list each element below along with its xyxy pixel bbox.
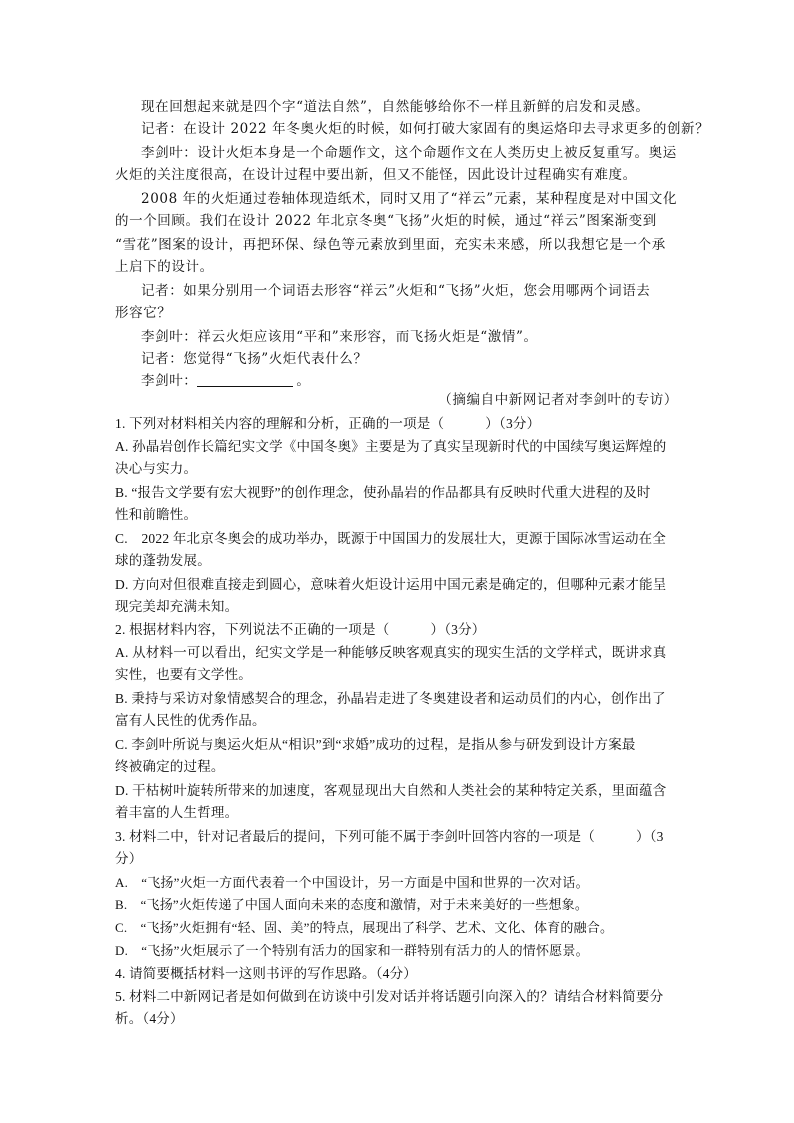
answer-label: 李剑叶： [141,373,198,389]
question-stem: 4. 请简要概括材料一这则书评的写作思路。（4分） [115,966,417,981]
option: A. “飞扬”火炬一方面代表着一个中国设计，另一方面是中国和世界的一次对话。 [115,875,589,890]
option: D. 干枯树叶旋转所带来的加速度，客观显现出大自然和人类社会的某种特定关系，里面蕴含 [115,783,667,798]
interview-paragraph: 的一个回顾。我们在设计 2022 年北京冬奥“飞扬”火炬的时候，通过“祥云”图案渐变到 [115,213,657,229]
interview-paragraph: 上启下的设计。 [115,259,214,275]
option: 性和前瞻性。 [115,507,198,522]
option: C. 2022 年北京冬奥会的成功举办，既源于中国国力的发展壮大，更源于国际冰雪运动在全 [115,531,667,546]
interview-answer-blank [141,371,311,391]
option: D. “飞扬”火炬展示了一个特别有活力的国家和一群特别有活力的人的情怀愿景。 [115,943,589,958]
option: B. “报告文学要有宏大视野”的创作理念，使孙晶岩的作品都具有反映时代重大进程的及时 [115,485,651,500]
interview-answer: 李剑叶：祥云火炬应该用“平和”来形容，而飞扬火炬是“激情”。 [141,329,538,345]
option: 实性，也要有文学性。 [115,667,252,682]
question-stem: 1. 下列对材料相关内容的理解和分析，正确的一项是（ ）（3分） [115,416,541,431]
option: C. “飞扬”火炬拥有“轻、固、美”的特点，展现出了科学、艺术、文化、体育的融合。 [115,920,614,935]
fill-in-blank[interactable] [197,372,293,387]
interview-question: 记者：如果分别用一个词语去形容“祥云”火炬和“飞扬”火炬，您会用哪两个词语去 [141,283,651,299]
interview-line: 现在回想起来就是四个字“道法自然”，自然能够给你不一样且新鲜的启发和灵感。 [141,99,650,115]
option: 球的蓬勃发展。 [115,553,211,568]
question-stem: 析。（4分） [115,1011,184,1026]
option: C. 李剑叶所说与奥运火炬从“相识”到“求婚”成功的过程，是指从参与研发到设计方案最 [115,737,636,752]
interview-answer: 李剑叶：设计火炬本身是一个命题作文，这个命题作文在人类历史上被反复重写。奥运 [141,145,677,161]
source-note: （摘编自中新网记者对李剑叶的专访） [438,392,678,408]
option: 决心与实力。 [115,461,198,476]
question-stem: 2. 根据材料内容，下列说法不正确的一项是（ ）（3分） [115,622,486,637]
option: A. 孙晶岩创作长篇纪实文学《中国冬奥》主要是为了真实呈现新时代的中国续写奥运辉煌的 [115,439,667,454]
option: D. 方向对但很难直接走到圆心，意味着火炬设计运用中国元素是确定的，但哪种元素才能呈 [115,577,667,592]
option: 终被确定的过程。 [115,759,225,774]
interview-question: 记者：您觉得“飞扬”火炬代表什么？ [141,351,368,367]
option: 富有人民性的优秀作品。 [115,713,266,728]
interview-paragraph: “雪花”图案的设计，再把环保、绿色等元素放到里面，充实未来感，所以我想它是一个承 [115,237,666,253]
question-stem: 5. 材料二中新网记者是如何做到在访谈中引发对话并将话题引向深入的？请结合材料简要分 [115,989,664,1004]
interview-paragraph: 2008 年的火炬通过卷轴体现造纸术，同时又用了“祥云”元素，某种程度是对中国文化 [141,191,678,207]
option: 现完美却充满未知。 [115,599,239,614]
option: B. 秉持与采访对象情感契合的理念，孙晶岩走进了冬奥建设者和运动员们的内心，创作出了 [115,691,666,706]
option: A. 从材料一可以看出，纪实文学是一种能够反映客观真实的现实生活的文学样式，既讲求真 [115,645,667,660]
interview-question: 记者：在设计 2022 年冬奥火炬的时候，如何打破大家固有的奥运烙印去寻求更多的创新？ [141,121,710,137]
interview-answer: 火炬的关注度很高，在设计过程中要出新，但又不能怪，因此设计过程确实有难度。 [115,167,637,183]
question-stem: 3. 材料二中，针对记者最后的提问，下列可能不属于李剑叶回答内容的一项是（ ）（3 [115,829,664,844]
option: 着丰富的人生哲理。 [115,805,239,820]
answer-end: 。 [296,373,311,389]
option: B. “飞扬”火炬传递了中国人面向未来的态度和激情，对于未来美好的一些想象。 [115,897,589,912]
interview-question: 形容它？ [115,305,172,321]
question-stem: 分） [115,851,143,866]
